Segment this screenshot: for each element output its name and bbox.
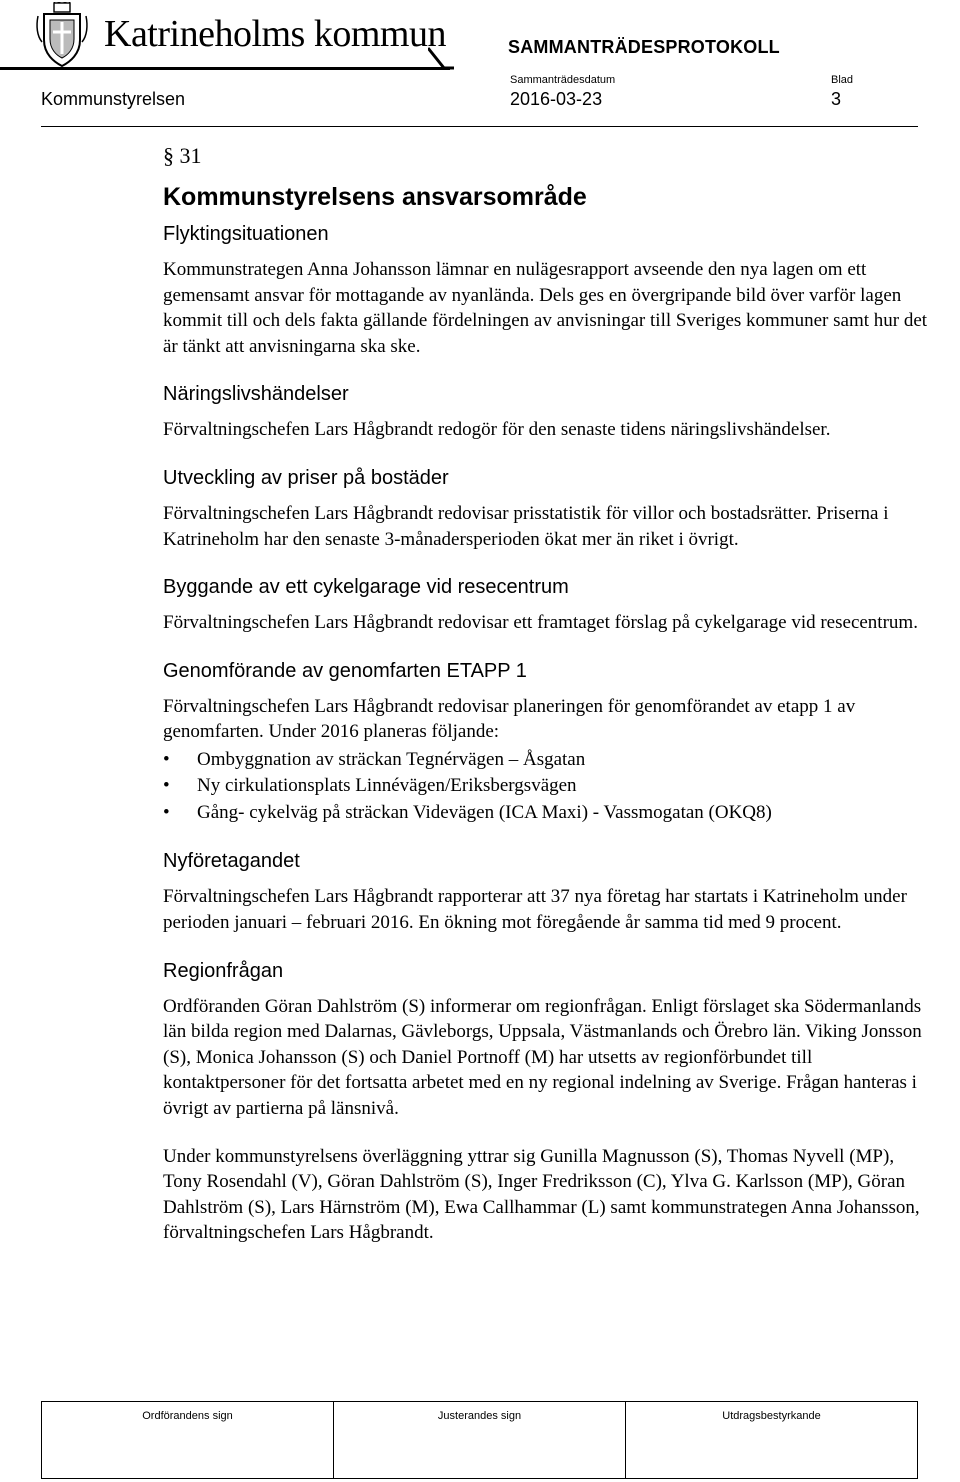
item-paragraph: Förvaltningschefen Lars Hågbrandt redogör för den senaste tidens näringslivshändelser. [163, 419, 831, 441]
item-paragraph: Under kommunstyrelsens överläggning yttrar sig Gunilla Magnusson (S), Thomas Nyvell (MP), Tony Rosendahl (V), Göran Dahlström (S), Inger Fredriksson (C), Ylva G. Karlsson (MP), Göran Dahlström (S), Lars Härnström (M), Ewa Callhammar (L) samt kommunstrategen Anna Johansson, förvaltningschefen Lars Hågbrandt. [163, 1145, 920, 1244]
item-paragraph: Förvaltningschefen Lars Hågbrandt redovisar prisstatistik för villor och bostadsrätter. Priserna i Katrineholm har den senaste 3-månadersperioden ökat mer än riket i övrigt. [163, 502, 889, 550]
item-priser-bostader [163, 465, 933, 552]
protocol-title: SAMMANTRÄDESPROTOKOLL [508, 37, 780, 57]
item-paragraph: Förvaltningschefen Lars Hågbrandt redovisar planeringen för genomförandet av etapp 1 av genomfarten. Under 2016 planeras följande: [163, 695, 856, 743]
page-number: 3 [831, 89, 842, 109]
item-paragraph: Ordföranden Göran Dahlström (S) informerar om regionfrågan. Enligt förslaget ska Södermanlands län bilda region med Dalarnas, Gävleborgs, Uppsala, Västmanlands och Örebro län. Viking Jonsson (S), Monica Johansson (S) och Daniel Portnoff (M) har utsetts av regionförbundet till kontaktpersoner för det fortsatta arbetet med en ny regional indelning av Sverige. Frågan hanteras i övrigt av partierna på länsnivå. [163, 995, 922, 1119]
brand-swoosh-icon [428, 46, 454, 70]
meeting-date-label: Sammanträdesdatum [510, 74, 616, 86]
item-regionfragan [163, 958, 933, 1246]
chair-signature-box[interactable]: Ordförandens sign [42, 1402, 334, 1478]
signature-table [41, 1401, 918, 1479]
brand-underline [0, 67, 450, 70]
header-divider [41, 126, 918, 127]
organization-name: Kommunstyrelsen [41, 89, 186, 109]
list-item: • Gång- cykelväg på sträckan Videvägen (ICA Maxi) - Vassmogatan (OKQ8) [163, 800, 933, 827]
section-number: § 31 [163, 143, 202, 168]
list-item: • Ny cirkulationsplats Linnévägen/Eriksbergsvägen [163, 773, 933, 800]
item-paragraph: Kommunstrategen Anna Johansson lämnar en nulägesrapport avseende den nya lagen om ett gemensamt ansvar för mottagande av nyanlända. Dels ges en övergripande bild över varför lagen kommit till och dels fakta gällande fördelningen av anvisningar till Sveriges kommuner samt hur det är tänkt att anvisningarna ska ske. [163, 259, 928, 357]
item-heading: Genomförande av genomfarten ETAPP 1 [163, 659, 527, 682]
item-nyforetagandet [163, 848, 933, 935]
protocol-body [163, 141, 933, 1268]
item-paragraph: Förvaltningschefen Lars Hågbrandt redovisar ett framtaget förslag på cykelgarage vid resecentrum. [163, 612, 918, 634]
item-heading: Näringslivshändelser [163, 383, 349, 406]
page-label: Blad [831, 74, 854, 86]
list-item: • Ombyggnation av sträckan Tegnérvägen – Åsgatan [163, 747, 933, 774]
meeting-date: 2016-03-23 [510, 89, 603, 109]
item-cykelgarage [163, 574, 933, 636]
extract-certification-box[interactable]: Utdragsbestyrkande [722, 1410, 821, 1422]
item-flyktingsituationen [163, 221, 933, 359]
municipality-brand-name: Katrineholms kommun [104, 13, 446, 55]
item-heading: Utveckling av priser på bostäder [163, 466, 449, 489]
item-paragraph: Förvaltningschefen Lars Hågbrandt rapporterar att 37 nya företag har startats i Katrineholm under perioden januari – februari 2016. En ökning mot föregående år samma tid med 9 procent. [163, 886, 907, 934]
section-title: Kommunstyrelsens ansvarsområde [163, 183, 587, 211]
item-naringslivshandelser [163, 381, 933, 443]
adjuster-signature-box[interactable]: Justerandes sign [334, 1402, 626, 1478]
item-heading: Flyktingsituationen [163, 223, 329, 245]
bullet-list [163, 747, 933, 827]
item-heading: Byggande av ett cykelgarage vid resecentrum [163, 576, 569, 599]
municipal-crest-icon [34, 2, 90, 68]
item-genomfarten [163, 658, 933, 827]
item-heading: Nyföretagandet [163, 850, 300, 873]
item-heading: Regionfrågan [163, 959, 284, 982]
